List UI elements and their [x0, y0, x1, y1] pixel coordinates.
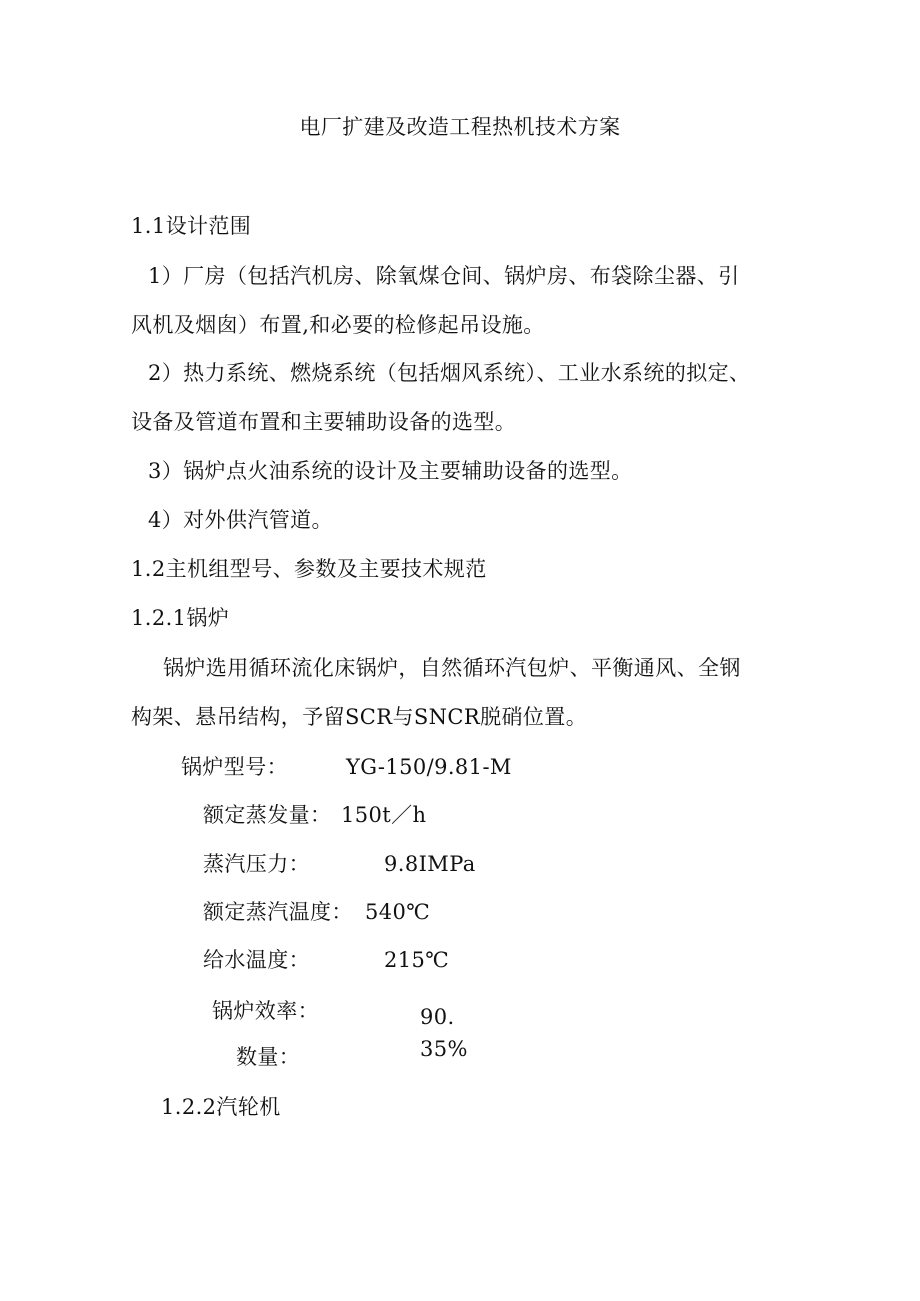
spec-efficiency-value-line-2: 35%: [420, 1037, 468, 1061]
scope-item-1-line-2: 风机及烟囱）布置,和必要的检修起吊设施。: [131, 313, 545, 337]
spec-feedwater-label: 给水温度：: [203, 948, 310, 972]
spec-steam-temp-label: 额定蒸汽温度：: [203, 900, 353, 924]
scope-item-2-line-2: 设备及管道布置和主要辅助设备的选型。: [131, 410, 517, 434]
scope-item-3: 3）锅炉点火油系统的设计及主要辅助设备的选型。: [148, 459, 633, 483]
scope-item-4: 4）对外供汽管道。: [148, 508, 333, 532]
spec-model-value: YG-150/9.81-M: [346, 755, 512, 779]
spec-model-label: 锅炉型号：: [181, 755, 288, 779]
scope-item-1-line-1: 1）厂房（包括汽机房、除氧煤仓间、锅炉房、布袋除尘器、引: [148, 264, 740, 288]
scope-item-2-line-1: 2）热力系统、燃烧系统（包括烟风系统）、工业水系统的拟定、: [148, 361, 751, 385]
spec-quantity-label: 数量：: [236, 1045, 301, 1069]
spec-pressure-label: 蒸汽压力：: [203, 852, 310, 876]
section-heading-1-1: 1.1设计范围: [131, 214, 252, 238]
page-title: 电厂扩建及改造工程热机技术方案: [299, 115, 621, 139]
boiler-paragraph-line-1: 锅炉选用循环流化床锅炉，自然循环汽包炉、平衡通风、全钢: [163, 656, 741, 680]
section-heading-1-2-1: 1.2.1锅炉: [131, 606, 230, 630]
spec-steam-temp-value: 540℃: [365, 900, 431, 924]
section-heading-1-2: 1.2主机组型号、参数及主要技术规范: [131, 557, 487, 581]
spec-pressure-value: 9.8IMPa: [384, 852, 476, 876]
spec-evaporation-value: 150t／h: [341, 803, 427, 827]
spec-feedwater-value: 215℃: [384, 948, 450, 972]
boiler-paragraph-line-2: 构架、悬吊结构，予留SCR与SNCR脱硝位置。: [131, 705, 588, 729]
spec-efficiency-label: 锅炉效率：: [212, 999, 319, 1023]
spec-efficiency-value-line-1: 90.: [420, 1005, 455, 1029]
section-heading-1-2-2: 1.2.2汽轮机: [161, 1095, 281, 1119]
spec-evaporation-label: 额定蒸发量：: [203, 803, 332, 827]
